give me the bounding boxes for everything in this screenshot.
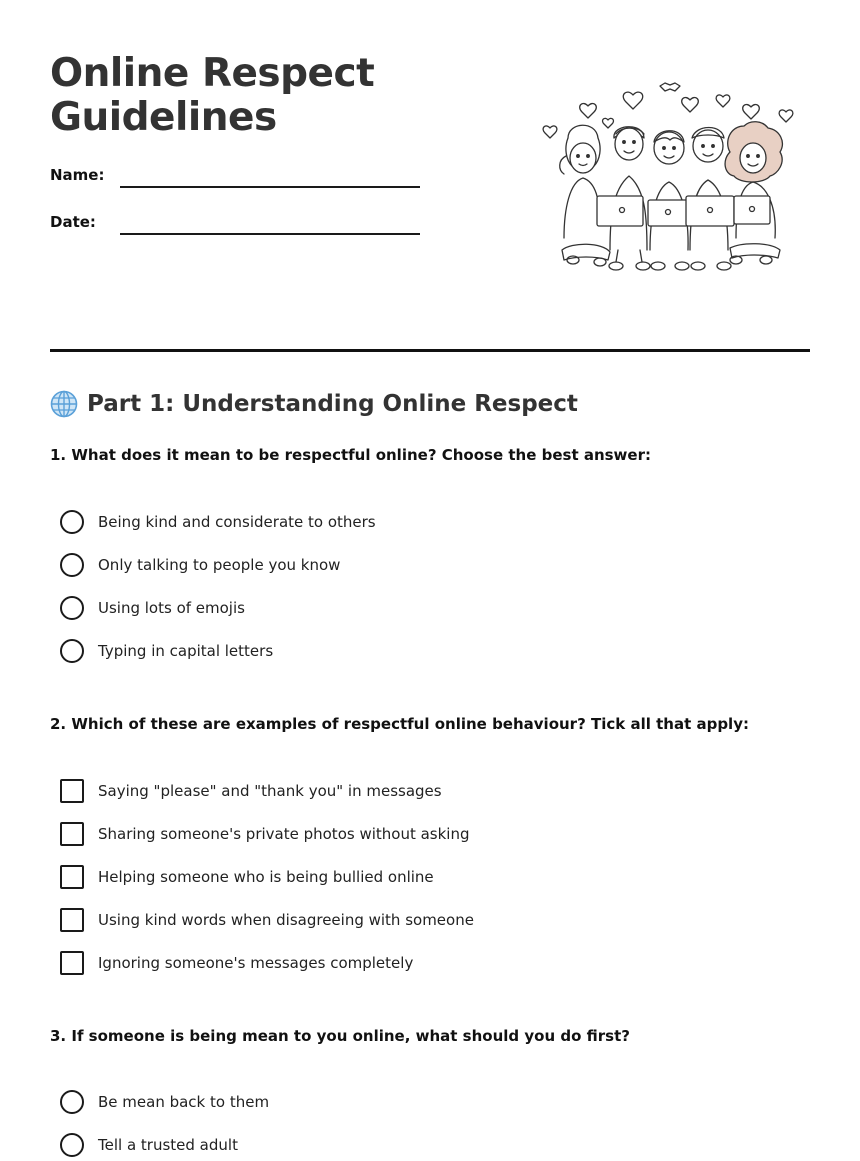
radio-button[interactable]: [60, 510, 84, 534]
date-field[interactable]: [50, 213, 420, 241]
question-3: 3. If someone is being mean to you online, what should you do first?: [50, 1027, 630, 1045]
title-line-1: Online Respect: [50, 51, 375, 96]
checkbox[interactable]: [60, 865, 84, 889]
option-label: Tell a trusted adult: [98, 1136, 238, 1154]
option-label: Being kind and considerate to others: [98, 513, 376, 531]
name-field[interactable]: [50, 166, 420, 194]
q2-option-1[interactable]: [60, 778, 442, 804]
checkbox[interactable]: [60, 951, 84, 975]
q2-option-3[interactable]: [60, 864, 434, 890]
q1-option-2[interactable]: [60, 552, 340, 578]
option-label: Be mean back to them: [98, 1093, 270, 1111]
section-title: Part 1: Understanding Online Respect: [87, 391, 578, 417]
part-1-heading: [50, 389, 578, 419]
date-input-line[interactable]: [120, 233, 420, 235]
name-label: Name:: [50, 166, 105, 184]
option-label: Sharing someone's private photos without asking: [98, 825, 470, 843]
option-label: Only talking to people you know: [98, 556, 341, 574]
q1-option-3[interactable]: [60, 595, 245, 621]
radio-button[interactable]: [60, 639, 84, 663]
radio-button[interactable]: [60, 596, 84, 620]
checkbox[interactable]: [60, 908, 84, 932]
q1-option-1[interactable]: [60, 509, 376, 535]
option-label: Using lots of emojis: [98, 599, 245, 617]
radio-button[interactable]: [60, 553, 84, 577]
children-with-laptops-illustration: [540, 78, 800, 273]
q3-option-2[interactable]: [60, 1132, 238, 1158]
section-divider: [50, 349, 810, 352]
globe-icon: [50, 390, 78, 418]
option-label: Saying "please" and "thank you" in messages: [98, 782, 442, 800]
option-label: Using kind words when disagreeing with someone: [98, 911, 474, 929]
question-1: 1. What does it mean to be respectful online? Choose the best answer:: [50, 446, 651, 464]
date-label: Date:: [50, 213, 96, 231]
q3-option-1[interactable]: [60, 1089, 269, 1115]
option-label: Helping someone who is being bullied online: [98, 868, 434, 886]
option-label: Ignoring someone's messages completely: [98, 954, 414, 972]
title-line-2: Guidelines: [50, 95, 277, 140]
worksheet-title: [50, 52, 410, 140]
name-input-line[interactable]: [120, 186, 420, 188]
question-2: 2. Which of these are examples of respectful online behaviour? Tick all that apply:: [50, 715, 749, 733]
radio-button[interactable]: [60, 1133, 84, 1157]
option-label: Typing in capital letters: [98, 642, 274, 660]
q1-option-4[interactable]: [60, 638, 273, 664]
q2-option-5[interactable]: [60, 950, 413, 976]
q2-option-2[interactable]: [60, 821, 470, 847]
checkbox[interactable]: [60, 822, 84, 846]
q2-option-4[interactable]: [60, 907, 474, 933]
radio-button[interactable]: [60, 1090, 84, 1114]
checkbox[interactable]: [60, 779, 84, 803]
